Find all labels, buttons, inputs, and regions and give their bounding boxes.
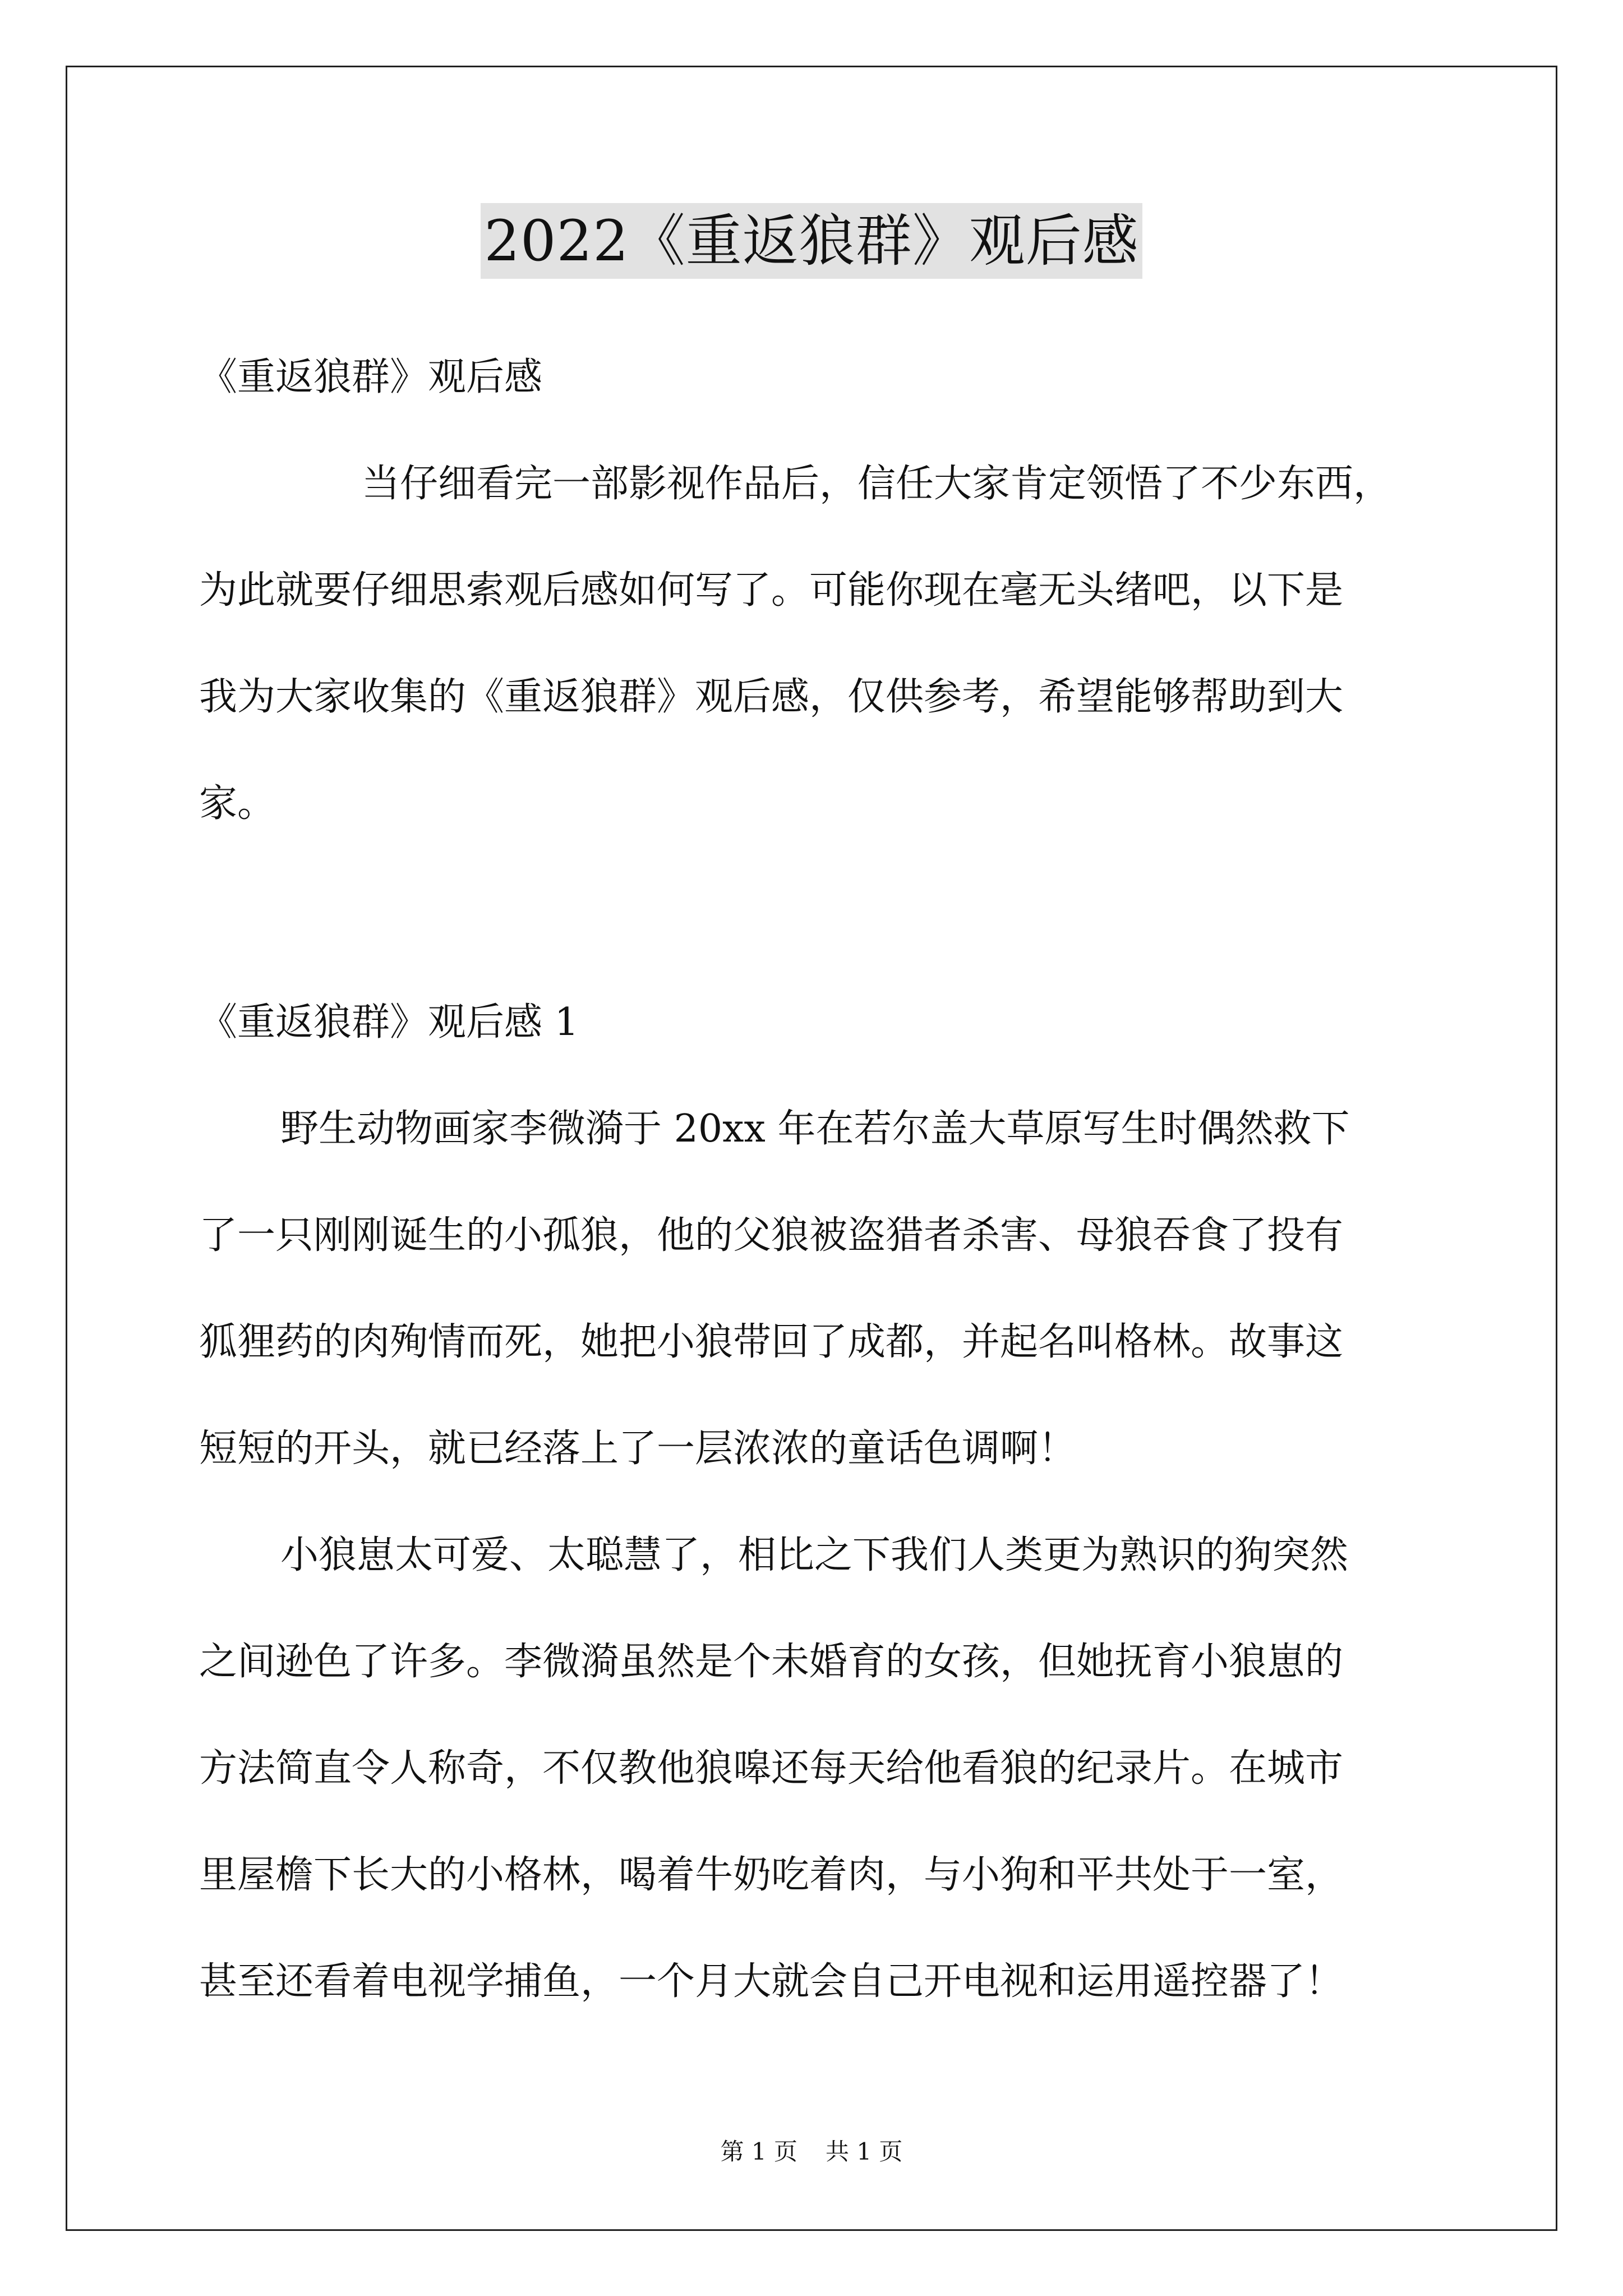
section-heading: 《重返狼群》观后感 1 bbox=[199, 1000, 579, 1045]
page-number: 第 1 页 bbox=[720, 2138, 797, 2165]
para1-line-2: 了一只刚刚诞生的小孤狼，他的父狼被盗猎者杀害、母狼吞食了投有 bbox=[199, 1213, 1344, 1258]
para2-line-5: 甚至还看着电视学捕鱼，一个月大就会自己开电视和运用遥控器了！ bbox=[199, 1959, 1344, 2004]
document-title: 2022《重返狼群》观后感 bbox=[481, 203, 1142, 279]
page-footer bbox=[0, 2136, 1623, 2168]
para1-line-3: 狐狸药的肉殉情而死，她把小狼带回了成都，并起名叫格林。故事这 bbox=[199, 1320, 1344, 1364]
title-container bbox=[0, 203, 1623, 279]
para2-line-2: 之间逊色了许多。李微漪虽然是个未婚育的女孩，但她抚育小狼崽的 bbox=[199, 1640, 1344, 1684]
page-total: 共 1 页 bbox=[826, 2138, 903, 2165]
intro-line-3: 我为大家收集的《重返狼群》观后感，仅供参考，希望能够帮助到大 bbox=[199, 675, 1344, 719]
para1-line-4: 短短的开头，就已经落上了一层浓浓的童话色调啊！ bbox=[199, 1427, 1077, 1471]
intro-line-1: 当仔细看完一部影视作品后，信任大家肯定领悟了不少东西， bbox=[362, 462, 1392, 506]
intro-line-4: 家。 bbox=[199, 781, 276, 826]
para1-line-1: 野生动物画家李微漪于 20xx 年在若尔盖大草原写生时偶然救下 bbox=[280, 1107, 1350, 1151]
intro-line-2: 为此就要仔细思索观后感如何写了。可能你现在毫无头绪吧，以下是 bbox=[199, 568, 1344, 613]
para2-line-3: 方法简直令人称奇，不仅教他狼嗥还每天给他看狼的纪录片。在城市 bbox=[199, 1746, 1344, 1791]
subtitle: 《重返狼群》观后感 bbox=[199, 355, 543, 399]
para2-line-4: 里屋檐下长大的小格林，喝着牛奶吃着肉，与小狗和平共处于一室， bbox=[199, 1853, 1344, 1897]
para2-line-1: 小狼崽太可爱、太聪慧了，相比之下我们人类更为熟识的狗突然 bbox=[280, 1533, 1349, 1577]
